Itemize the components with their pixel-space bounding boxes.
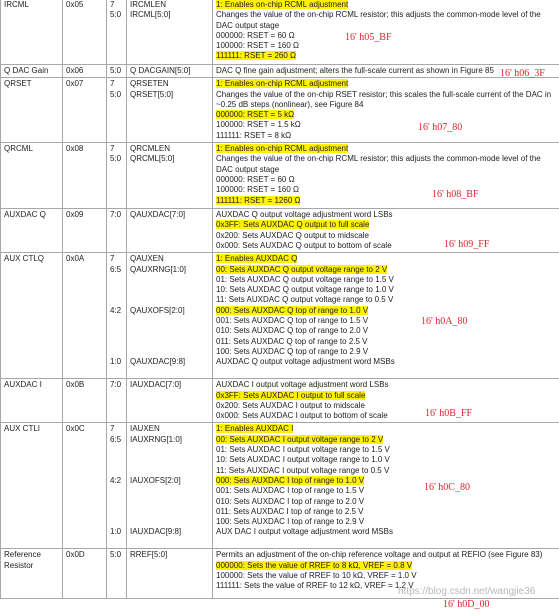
description-line: 100000: Sets the value of RREF to 10 kΩ, VREF = 1.0 V	[216, 571, 417, 581]
description-line: DAC Q fine gain adjustment; alters the full-scale current as shown in Figure 85	[216, 66, 494, 75]
description-line: 10: Sets AUXDAC Q output voltage range to 1.0 V	[216, 285, 394, 295]
description-line: 10: Sets AUXDAC I output voltage range to 1.0 V	[216, 455, 390, 465]
description-line: Permits an adjustment of the on-chip reference voltage and output at REFIO (see Figure 83)	[216, 550, 543, 560]
bits: 5:0	[110, 10, 122, 20]
description-line: 0x3FF: Sets AUXDAC Q output to full scale	[216, 220, 370, 230]
description-line: 100000: RSET = 160 Ω	[216, 41, 299, 51]
bits: 5:0	[110, 154, 122, 164]
register-name: AUXDAC Q	[4, 210, 46, 220]
register-address: 0x0A	[66, 254, 85, 264]
register-value-note: 16' h0A_80	[421, 316, 468, 327]
description-line: AUX DAC I output voltage adjustment word MSBs	[216, 527, 393, 537]
register-value-note: 16' h08_BF	[432, 189, 479, 200]
register-name: AUX CTLI	[4, 424, 41, 434]
table-row	[1, 0, 559, 65]
field-name: QAUXOFS[2:0]	[130, 305, 185, 315]
description-line: Changes the value of the on-chip RSET resistor; this scales the full-scale current of the DAC in ~0.25 dB steps (nonlinear), see Figure 84	[216, 89, 552, 109]
description-line: 1: Enables AUXDAC I	[216, 424, 294, 434]
description-line: 011: Sets AUXDAC Q top of range to 2.5 V	[216, 336, 368, 346]
description-line: 00: Sets AUXDAC Q output voltage range to 2 V	[216, 264, 388, 274]
bits: 5:0	[110, 89, 122, 99]
description-line: 111111: RSET = 260 Ω	[216, 51, 297, 61]
description-line: 111111: RSET = 8 kΩ	[216, 130, 292, 140]
description-line: 00: Sets AUXDAC I output voltage range to 2 V	[216, 434, 384, 444]
register-address: 0x08	[66, 144, 84, 154]
register-value-note: 16' h0C_80	[424, 482, 470, 493]
register-address: 0x09	[66, 210, 84, 220]
description-line: 0x3FF: Sets AUXDAC I output to full scale	[216, 390, 366, 400]
description-line: Changes the value of the on-chip RCML resistor; this adjusts the common-mode level of the DAC output stage	[216, 10, 541, 30]
register-address: 0x06	[66, 66, 84, 75]
description-line: 010: Sets AUXDAC I top of range to 2.0 V	[216, 496, 365, 506]
bits: 1:0	[110, 357, 122, 367]
description-line: 000000: Sets the value of RREF to 8 kΩ, VREF = 0.8 V	[216, 560, 413, 570]
bits: 5:0	[110, 66, 122, 75]
description-line: 000: Sets AUXDAC I top of range to 1.0 V	[216, 475, 365, 485]
watermark: https://blog.csdn.net/wangjie36	[398, 586, 536, 597]
description-line: 0x200: Sets AUXDAC Q output to midscale	[216, 230, 369, 240]
description-line: 001: Sets AUXDAC Q top of range to 1.5 V	[216, 316, 369, 326]
field-name: IAUXRNG[1:0]	[130, 434, 183, 444]
description-line: 100000: RSET = 160 Ω	[216, 185, 299, 195]
bits: 1:0	[110, 527, 122, 537]
bits: 7	[110, 0, 115, 9]
register-name: IRCML	[4, 0, 29, 9]
description-line: 0x200: Sets AUXDAC I output to midscale	[216, 400, 365, 410]
register-address: 0x0D	[66, 550, 85, 560]
field-name: RREF[5:0]	[130, 550, 168, 560]
bits: 5:0	[110, 550, 122, 560]
description-line: 010: Sets AUXDAC Q top of range to 2.0 V	[216, 326, 369, 336]
register-address: 0x07	[66, 79, 84, 89]
field-name: IAUXDAC[7:0]	[130, 380, 182, 390]
field-name: IAUXDAC[9:8]	[130, 527, 182, 537]
field-name: QAUXRNG[1:0]	[130, 264, 187, 274]
description-line: 1: Enables on-chip RCML adjustment	[216, 144, 349, 154]
field-name: QRCML[5:0]	[130, 154, 175, 164]
description-line: 01: Sets AUXDAC I output voltage range to 1.5 V	[216, 445, 390, 455]
field-name: QRSETEN	[130, 79, 169, 89]
register-value-note: 16' h09_FF	[444, 239, 490, 250]
register-name: QRSET	[4, 79, 32, 89]
register-value-note: 16' h05_BF	[345, 32, 392, 43]
description-line: 000000: RSET = 60 Ω	[216, 30, 295, 40]
description-line: 001: Sets AUXDAC I top of range to 1.5 V	[216, 486, 365, 496]
description-line: AUXDAC I output voltage adjustment word LSBs	[216, 380, 389, 390]
field-name: QRCMLEN	[130, 144, 171, 154]
register-address: 0x0C	[66, 424, 85, 434]
bits: 7	[110, 79, 115, 89]
table-row	[1, 423, 559, 549]
bits: 7	[110, 254, 115, 264]
bits: 4:2	[110, 305, 122, 315]
description-line: 0x000: Sets AUXDAC Q output to bottom of scale	[216, 240, 392, 250]
register-name: QRCML	[4, 144, 33, 154]
table-row	[1, 65, 559, 78]
register-address: 0x05	[66, 0, 84, 9]
field-name: IRCMLEN	[130, 0, 167, 9]
bits: 7	[110, 424, 115, 434]
field-name: QAUXEN	[130, 254, 164, 264]
bits: 7:0	[110, 380, 122, 390]
description-line: 111111: Sets the value of RREF to 12 kΩ, VREF = 1.2 V	[216, 581, 414, 591]
description-line: 011: Sets AUXDAC I top of range to 2.5 V	[216, 506, 364, 516]
description-line: 100: Sets AUXDAC Q top of range to 2.9 V	[216, 346, 369, 356]
table-row	[1, 379, 559, 423]
description-line: 0x000: Sets AUXDAC I output to bottom of scale	[216, 411, 388, 421]
register-value-note: 16' h0D_00	[443, 599, 490, 610]
bits: 6:5	[110, 434, 122, 444]
description-line: 000: Sets AUXDAC Q top of range to 1.0 V	[216, 305, 369, 315]
description-line: 1: Enables AUXDAC Q	[216, 254, 298, 264]
register-address: 0x0B	[66, 380, 85, 390]
table-row	[1, 78, 559, 143]
field-name: QAUXDAC[7:0]	[130, 210, 186, 220]
description-line: 000000: RSET = 5 kΩ	[216, 110, 295, 120]
bits: 4:2	[110, 475, 122, 485]
register-name: Reference Resistor	[4, 550, 41, 570]
bits: 7	[110, 144, 115, 154]
description-line: 11: Sets AUXDAC I output voltage range to 0.5 V	[216, 465, 390, 475]
register-value-note: 16' h07_80	[418, 122, 463, 133]
bits: 7:0	[110, 210, 122, 220]
description-line: 01: Sets AUXDAC Q output voltage range to 1.5 V	[216, 274, 394, 284]
register-name: AUXDAC I	[4, 380, 42, 390]
description-line: 000000: RSET = 60 Ω	[216, 174, 295, 184]
description-line: AUXDAC Q output voltage adjustment word LSBs	[216, 210, 393, 220]
description-line: 111111: RSET = 1260 Ω	[216, 195, 301, 205]
description-line: 11: Sets AUXDAC Q output voltage range to 0.5 V	[216, 295, 394, 305]
register-value-note: 16' h06_3F	[500, 68, 545, 79]
description-line: 1: Enables on-chip RCML adjustment	[216, 79, 349, 89]
description-line: 100000: RSET = 1.5 kΩ	[216, 120, 301, 130]
description-line: 100: Sets AUXDAC I top of range to 2.9 V	[216, 517, 365, 527]
field-name: QRSET[5:0]	[130, 89, 174, 99]
field-name: IAUXOFS[2:0]	[130, 475, 181, 485]
description-line: AUXDAC Q output voltage adjustment word MSBs	[216, 357, 395, 367]
field-name: IRCML[5:0]	[130, 10, 171, 20]
field-name: Q DACGAIN[5:0]	[130, 66, 191, 75]
register-name: Q DAC Gain	[4, 66, 49, 75]
table-row	[1, 253, 559, 379]
register-name: AUX CTLQ	[4, 254, 45, 264]
field-name: IAUXEN	[130, 424, 160, 434]
description-line: Changes the value of the on-chip RCML resistor; this adjusts the common-mode level of the DAC output stage	[216, 154, 541, 174]
description-line: 1: Enables on-chip RCML adjustment	[216, 0, 349, 9]
bits: 6:5	[110, 264, 122, 274]
register-value-note: 16' h0B_FF	[425, 408, 473, 419]
field-name: QAUXDAC[9:8]	[130, 357, 186, 367]
